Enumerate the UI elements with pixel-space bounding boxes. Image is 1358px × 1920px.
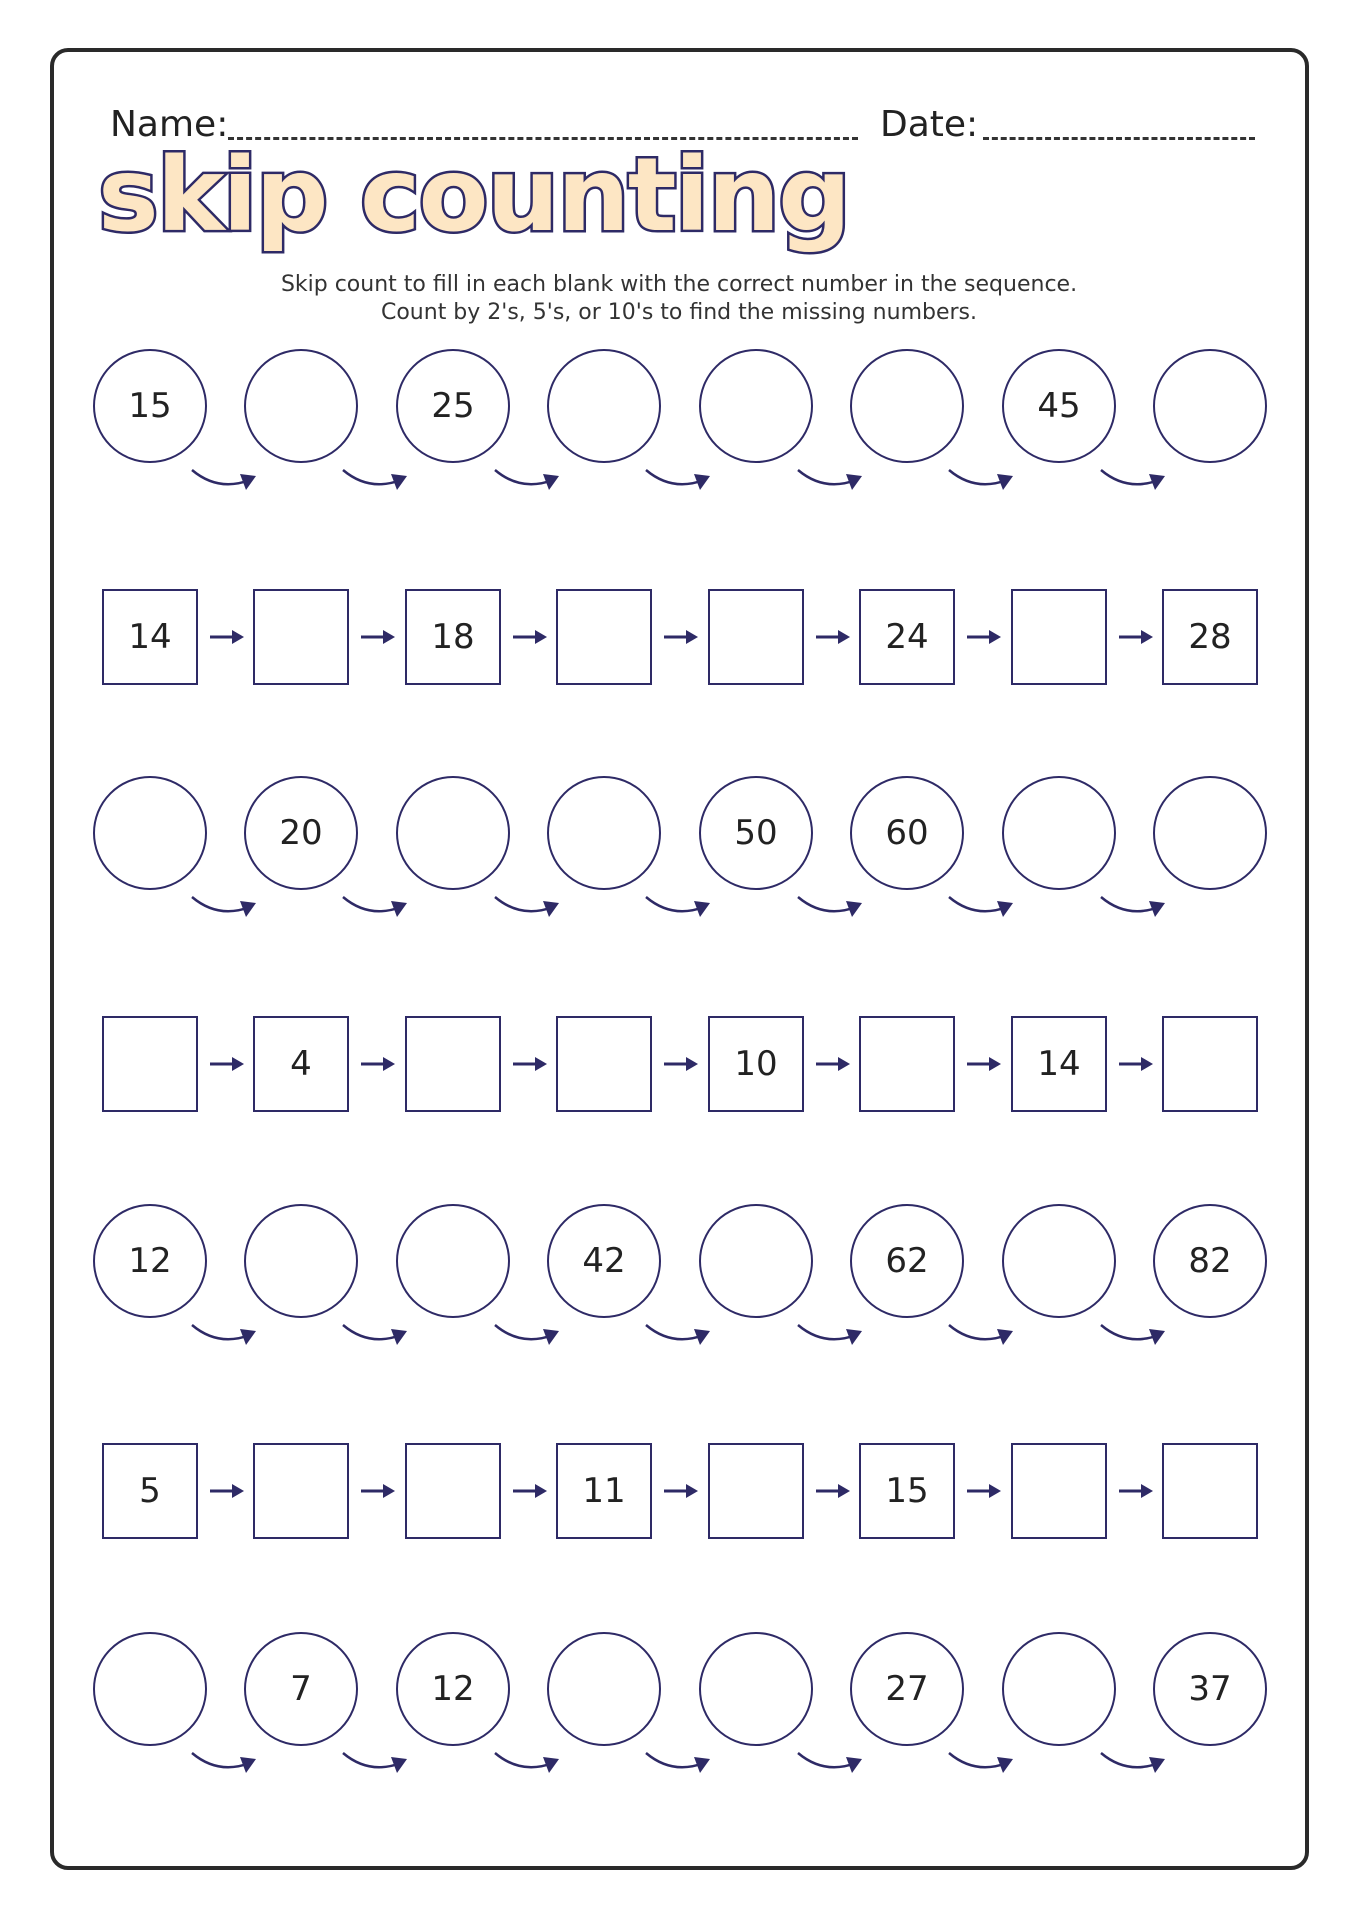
number-box-blank[interactable]	[1162, 1443, 1258, 1539]
right-arrow-icon	[814, 627, 854, 647]
number-box: 4	[253, 1016, 349, 1112]
number-circle-blank[interactable]	[850, 349, 964, 463]
right-arrow-icon	[359, 627, 399, 647]
number-circle-blank[interactable]	[396, 1204, 510, 1318]
number-circle-blank[interactable]	[244, 349, 358, 463]
curved-arrow-icon	[794, 466, 874, 506]
right-arrow-icon	[1117, 1481, 1157, 1501]
number-circle: 12	[396, 1632, 510, 1746]
curved-arrow-icon	[188, 893, 268, 933]
curved-arrow-icon	[1097, 1749, 1177, 1789]
right-arrow-icon	[511, 627, 551, 647]
right-arrow-icon	[1117, 627, 1157, 647]
number-box: 5	[102, 1443, 198, 1539]
number-box-blank[interactable]	[1162, 1016, 1258, 1112]
right-arrow-icon	[511, 1054, 551, 1074]
number-circle: 7	[244, 1632, 358, 1746]
curved-arrow-icon	[188, 1749, 268, 1789]
number-circle-blank[interactable]	[1002, 1204, 1116, 1318]
number-circle: 20	[244, 776, 358, 890]
number-box: 10	[708, 1016, 804, 1112]
number-box-blank[interactable]	[253, 589, 349, 685]
curved-arrow-icon	[945, 1749, 1025, 1789]
number-circle-blank[interactable]	[1153, 349, 1267, 463]
curved-arrow-icon	[945, 893, 1025, 933]
curved-arrow-icon	[794, 893, 874, 933]
number-box-blank[interactable]	[405, 1443, 501, 1539]
right-arrow-icon	[814, 1481, 854, 1501]
number-box-blank[interactable]	[405, 1016, 501, 1112]
curved-arrow-icon	[1097, 893, 1177, 933]
curved-arrow-icon	[642, 466, 722, 506]
number-circle-blank[interactable]	[547, 1632, 661, 1746]
curved-arrow-icon	[1097, 466, 1177, 506]
number-box-blank[interactable]	[1011, 1443, 1107, 1539]
date-label: Date:	[880, 104, 979, 145]
curved-arrow-icon	[794, 1321, 874, 1361]
curved-arrow-icon	[491, 1749, 571, 1789]
curved-arrow-icon	[491, 1321, 571, 1361]
instruction-line-2: Count by 2's, 5's, or 10's to find the missing numbers.	[380, 300, 978, 325]
number-circle-blank[interactable]	[93, 1632, 207, 1746]
number-circle: 82	[1153, 1204, 1267, 1318]
number-circle-blank[interactable]	[547, 776, 661, 890]
number-circle: 62	[850, 1204, 964, 1318]
number-box-blank[interactable]	[708, 589, 804, 685]
date-field-line[interactable]	[983, 137, 1255, 140]
number-box-blank[interactable]	[253, 1443, 349, 1539]
right-arrow-icon	[965, 627, 1005, 647]
number-box: 14	[102, 589, 198, 685]
number-box: 18	[405, 589, 501, 685]
curved-arrow-icon	[491, 893, 571, 933]
curved-arrow-icon	[339, 893, 419, 933]
number-circle: 25	[396, 349, 510, 463]
right-arrow-icon	[208, 627, 248, 647]
number-circle-blank[interactable]	[244, 1204, 358, 1318]
right-arrow-icon	[965, 1054, 1005, 1074]
name-label: Name:	[110, 104, 229, 145]
number-box-blank[interactable]	[859, 1016, 955, 1112]
curved-arrow-icon	[188, 466, 268, 506]
number-circle: 27	[850, 1632, 964, 1746]
number-box: 11	[556, 1443, 652, 1539]
number-circle-blank[interactable]	[547, 349, 661, 463]
right-arrow-icon	[662, 1054, 702, 1074]
number-box-blank[interactable]	[102, 1016, 198, 1112]
number-circle-blank[interactable]	[699, 1204, 813, 1318]
number-box: 14	[1011, 1016, 1107, 1112]
curved-arrow-icon	[945, 466, 1025, 506]
number-box-blank[interactable]	[708, 1443, 804, 1539]
curved-arrow-icon	[794, 1749, 874, 1789]
right-arrow-icon	[662, 627, 702, 647]
right-arrow-icon	[208, 1054, 248, 1074]
number-box-blank[interactable]	[556, 589, 652, 685]
curved-arrow-icon	[339, 1321, 419, 1361]
curved-arrow-icon	[339, 1749, 419, 1789]
number-circle-blank[interactable]	[699, 1632, 813, 1746]
curved-arrow-icon	[642, 893, 722, 933]
number-circle-blank[interactable]	[699, 349, 813, 463]
number-circle-blank[interactable]	[1153, 776, 1267, 890]
number-box: 15	[859, 1443, 955, 1539]
right-arrow-icon	[359, 1481, 399, 1501]
curved-arrow-icon	[642, 1321, 722, 1361]
right-arrow-icon	[965, 1481, 1005, 1501]
right-arrow-icon	[359, 1054, 399, 1074]
right-arrow-icon	[814, 1054, 854, 1074]
curved-arrow-icon	[1097, 1321, 1177, 1361]
number-circle: 42	[547, 1204, 661, 1318]
number-circle-blank[interactable]	[396, 776, 510, 890]
number-circle-blank[interactable]	[1002, 1632, 1116, 1746]
curved-arrow-icon	[491, 466, 571, 506]
right-arrow-icon	[208, 1481, 248, 1501]
number-circle-blank[interactable]	[1002, 776, 1116, 890]
number-circle: 37	[1153, 1632, 1267, 1746]
right-arrow-icon	[662, 1481, 702, 1501]
number-box: 24	[859, 589, 955, 685]
number-circle: 12	[93, 1204, 207, 1318]
number-box-blank[interactable]	[556, 1016, 652, 1112]
right-arrow-icon	[1117, 1054, 1157, 1074]
curved-arrow-icon	[188, 1321, 268, 1361]
instruction-line-1: Skip count to fill in each blank with the correct number in the sequence.	[280, 272, 1078, 297]
number-box: 28	[1162, 589, 1258, 685]
right-arrow-icon	[511, 1481, 551, 1501]
number-circle: 45	[1002, 349, 1116, 463]
curved-arrow-icon	[339, 466, 419, 506]
number-box-blank[interactable]	[1011, 589, 1107, 685]
curved-arrow-icon	[945, 1321, 1025, 1361]
number-circle: 50	[699, 776, 813, 890]
number-circle-blank[interactable]	[93, 776, 207, 890]
worksheet-title: skip counting	[98, 136, 850, 255]
number-circle: 60	[850, 776, 964, 890]
curved-arrow-icon	[642, 1749, 722, 1789]
number-circle: 15	[93, 349, 207, 463]
